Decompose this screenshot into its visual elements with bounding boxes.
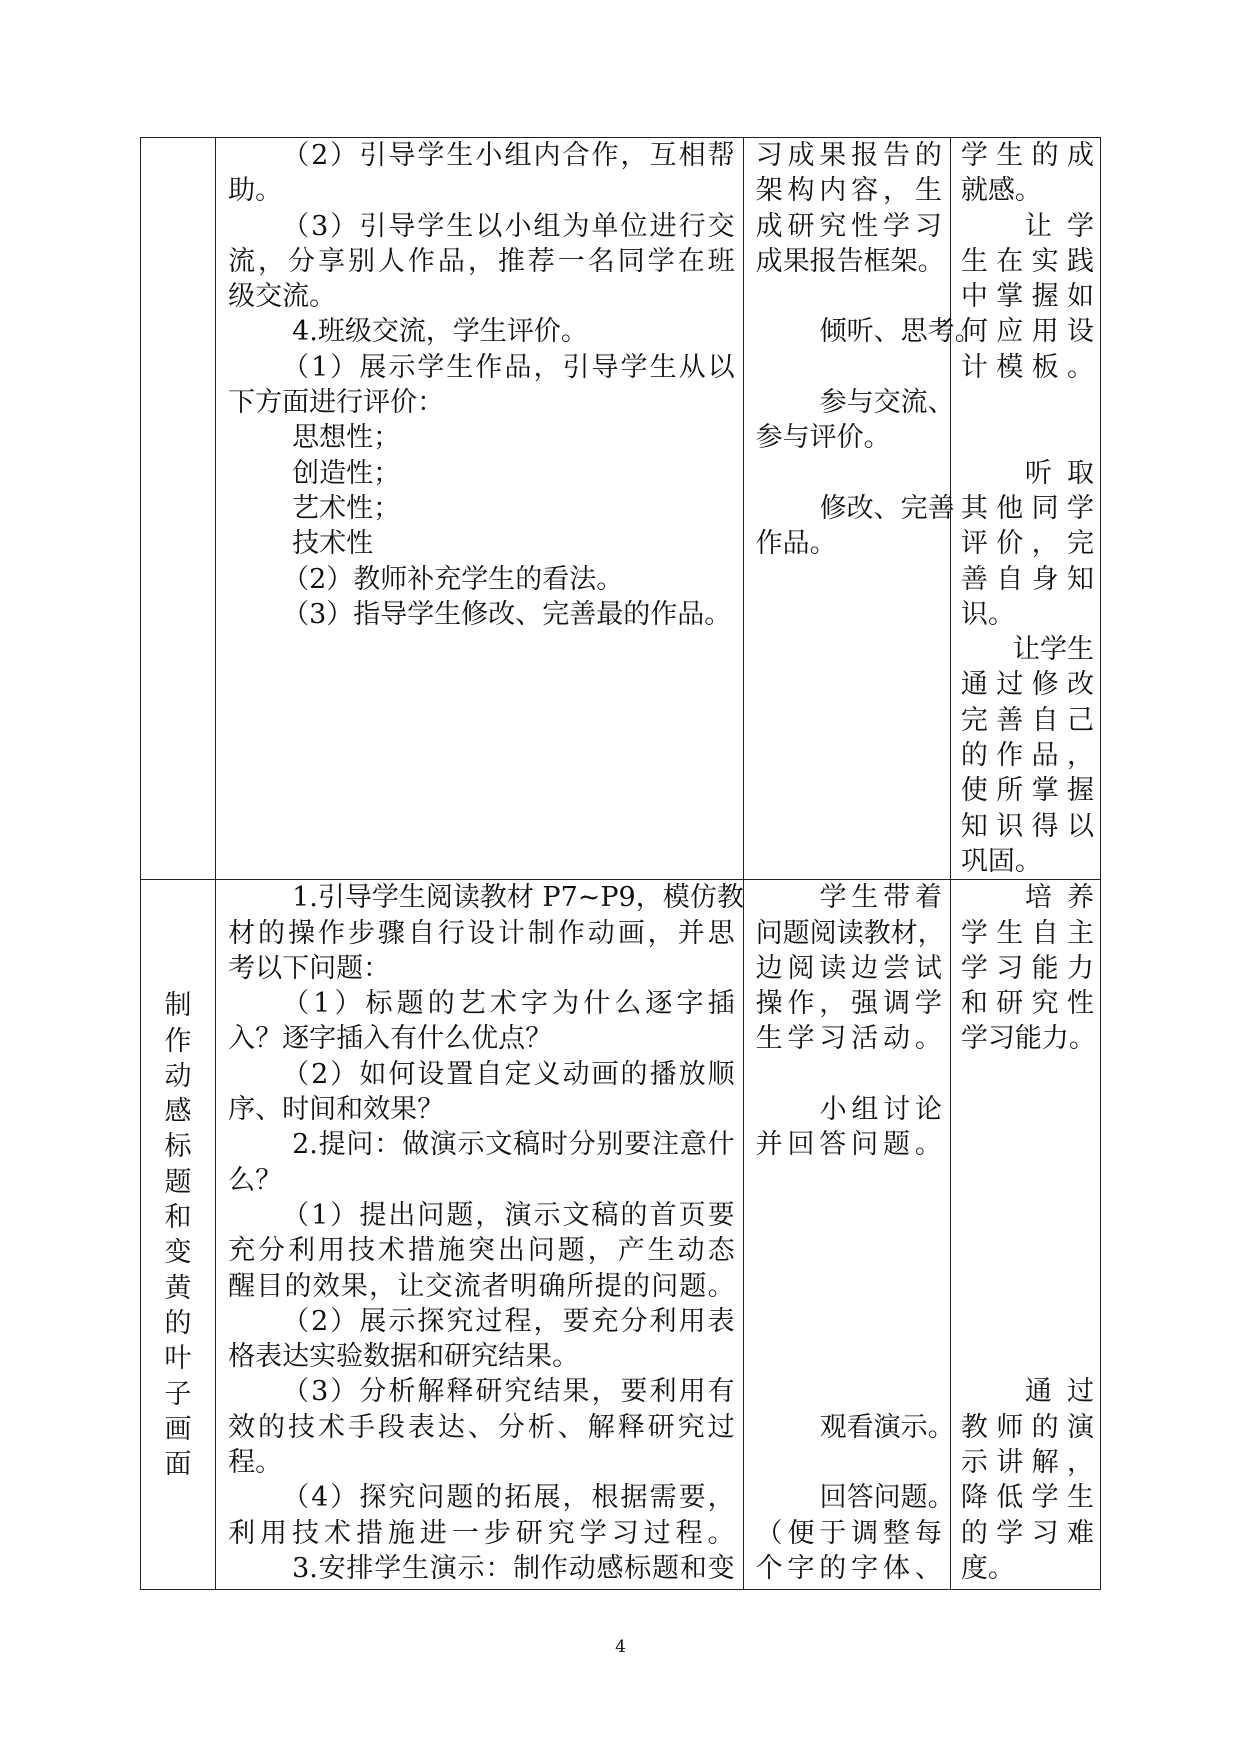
text-line bbox=[961, 1092, 1094, 1127]
text-line: 巩固。 bbox=[960, 845, 1042, 877]
text-line: 学生带着 bbox=[819, 882, 942, 914]
text-line bbox=[756, 1269, 942, 1304]
text-line: （2）如何设置自定义动画的播放顺 bbox=[282, 1058, 735, 1090]
lesson-plan-table bbox=[140, 137, 1101, 1590]
text-line: 中掌握如 bbox=[960, 281, 1094, 313]
text-line: 度。 bbox=[960, 1552, 1015, 1584]
teacher-activity-cell bbox=[216, 880, 744, 1590]
text-line: 3.安排学生演示：制作动感标题和变 bbox=[292, 1552, 735, 1584]
text-line: （1）标题的艺术字为什么逐字插 bbox=[282, 988, 735, 1020]
text-line: 生学习活动。 bbox=[755, 1023, 942, 1055]
text-line bbox=[756, 1057, 942, 1092]
text-line: （2）教师补充学生的看法。 bbox=[282, 563, 624, 595]
text-line: 评价，完 bbox=[960, 528, 1094, 560]
text-line: 入？逐字插入有什么优点？ bbox=[228, 1023, 553, 1055]
text-line: 4.班级交流，学生评价。 bbox=[292, 316, 588, 348]
text-line: 创造性； bbox=[292, 457, 401, 489]
text-line: 知识得以 bbox=[960, 810, 1094, 842]
section-label-char: 的 bbox=[164, 1307, 192, 1339]
section-label-char: 画 bbox=[164, 1413, 192, 1445]
text-line: 2.提问：做演示文稿时分别要注意什 bbox=[292, 1129, 735, 1161]
text-line: 倾听、思考。 bbox=[819, 316, 982, 348]
text-line bbox=[756, 1233, 942, 1268]
text-line bbox=[961, 1304, 1094, 1339]
text-line: 架构内容，生 bbox=[755, 175, 942, 207]
table-row bbox=[141, 138, 1101, 880]
text-line: 格表达实验数据和研究结果。 bbox=[228, 1341, 580, 1373]
text-line: （便于调整每 bbox=[755, 1517, 942, 1549]
section-label-char: 标 bbox=[164, 1131, 192, 1163]
text-line bbox=[961, 1163, 1094, 1198]
design-intent-cell bbox=[950, 880, 1100, 1590]
text-line: 材的操作步骤自行设计制作动画，并思 bbox=[228, 917, 735, 949]
text-line bbox=[961, 1339, 1094, 1374]
section-label-char: 动 bbox=[164, 1060, 192, 1092]
text-line: 利用技术措施进一步研究学习过程。 bbox=[228, 1517, 735, 1549]
section-label-char: 作 bbox=[164, 1025, 192, 1057]
text-line: 完善自己 bbox=[960, 704, 1094, 736]
text-line bbox=[961, 1057, 1094, 1092]
text-line bbox=[961, 420, 1094, 455]
text-line: 计模板。 bbox=[960, 351, 1094, 383]
design-intent-cell bbox=[950, 138, 1100, 880]
section-label-cell bbox=[141, 880, 216, 1590]
text-line: 参与评价。 bbox=[755, 422, 891, 454]
student-activity-cell bbox=[743, 138, 982, 880]
text-line: 成果报告框架。 bbox=[755, 245, 945, 277]
text-line: 其他同学 bbox=[960, 492, 1094, 524]
text-line bbox=[756, 456, 942, 491]
text-line: 的学习难 bbox=[960, 1517, 1094, 1549]
text-line: 修改、完善 bbox=[819, 492, 955, 524]
text-line: 艺术性； bbox=[292, 492, 401, 524]
text-line bbox=[756, 1445, 942, 1480]
text-line: 的作品， bbox=[960, 740, 1094, 772]
text-line: 技术性 bbox=[292, 528, 374, 560]
page-number: 4 bbox=[615, 1637, 626, 1657]
text-line bbox=[756, 1339, 942, 1374]
text-line: 学生的成 bbox=[960, 140, 1094, 171]
text-line: 边阅读边尝试 bbox=[755, 952, 942, 984]
text-line: 程。 bbox=[228, 1446, 283, 1478]
text-line: 小组讨论 bbox=[819, 1094, 942, 1126]
text-line: 问题阅读教材， bbox=[755, 917, 945, 949]
text-line: 示讲解， bbox=[960, 1446, 1094, 1478]
text-line: 效的技术手段表达、分析、解释研究过 bbox=[228, 1411, 735, 1443]
text-line: 生在实践 bbox=[960, 245, 1094, 277]
text-line: 级交流。 bbox=[228, 281, 337, 313]
text-line: （2）引导学生小组内合作，互相帮 bbox=[282, 140, 735, 171]
text-line: 并回答问题。 bbox=[755, 1129, 942, 1161]
text-line: （4）探究问题的拓展，根据需要， bbox=[282, 1482, 735, 1514]
text-line: （2）展示探究过程，要充分利用表 bbox=[282, 1305, 735, 1337]
text-line bbox=[961, 1127, 1094, 1162]
text-line: （3）分析解释研究结果，要利用有 bbox=[282, 1376, 735, 1408]
text-line: （3）引导学生以小组为单位进行交 bbox=[282, 210, 735, 242]
text-line: 学习能力 bbox=[960, 952, 1094, 984]
text-line: （1）提出问题，演示文稿的首页要 bbox=[282, 1199, 735, 1231]
text-line bbox=[756, 1374, 942, 1409]
text-line: 观看演示。 bbox=[819, 1411, 955, 1443]
text-line: 教师的演 bbox=[960, 1411, 1094, 1443]
section-label-char: 黄 bbox=[164, 1272, 192, 1304]
text-line: 和研究性 bbox=[960, 988, 1094, 1020]
text-line: 就感。 bbox=[960, 175, 1042, 207]
text-line bbox=[756, 1304, 942, 1339]
section-label-char: 变 bbox=[164, 1237, 192, 1269]
text-line: 让学生 bbox=[1013, 634, 1094, 666]
section-label-char: 题 bbox=[164, 1166, 192, 1198]
text-line: 参与交流、 bbox=[819, 387, 955, 419]
text-line bbox=[961, 1233, 1094, 1268]
text-line: 序、时间和效果？ bbox=[228, 1094, 445, 1126]
section-label-char: 感 bbox=[164, 1096, 192, 1128]
section-label-char: 制 bbox=[164, 990, 192, 1022]
text-line bbox=[961, 1198, 1094, 1233]
section-label-char: 叶 bbox=[164, 1343, 192, 1375]
text-line: 识。 bbox=[960, 598, 1015, 630]
text-line bbox=[961, 385, 1094, 420]
text-line: 么？ bbox=[228, 1164, 283, 1196]
text-line: 操作，强调学 bbox=[755, 988, 942, 1020]
text-line: 个字的字体、 bbox=[755, 1552, 942, 1584]
text-line: 让 学 bbox=[1024, 210, 1094, 242]
text-line: 通过修改 bbox=[960, 669, 1094, 701]
text-line: 作品。 bbox=[755, 528, 837, 560]
text-line: 回答问题。 bbox=[819, 1482, 955, 1514]
text-line: 下方面进行评价： bbox=[228, 387, 445, 419]
section-label-char: 和 bbox=[164, 1202, 192, 1234]
text-line: 通 过 bbox=[1024, 1376, 1094, 1408]
teacher-activity-cell bbox=[216, 138, 744, 880]
text-line: （1）展示学生作品，引导学生从以 bbox=[282, 351, 735, 383]
student-activity-cell bbox=[743, 880, 955, 1590]
text-line: 降低学生 bbox=[960, 1482, 1094, 1514]
text-line: 充分利用技术措施突出问题，产生动态 bbox=[228, 1235, 735, 1267]
text-line: 思想性； bbox=[292, 422, 401, 454]
text-line: 流，分享别人作品，推荐一名同学在班 bbox=[228, 245, 735, 277]
text-line bbox=[961, 1269, 1094, 1304]
section-label-cell bbox=[141, 138, 216, 880]
text-line: 听 取 bbox=[1024, 457, 1094, 489]
text-line: 学生自主 bbox=[960, 917, 1094, 949]
text-line: 何应用设 bbox=[960, 316, 1094, 348]
section-label-char: 子 bbox=[164, 1378, 192, 1410]
text-line bbox=[756, 1198, 942, 1233]
text-line bbox=[756, 279, 942, 314]
table-row bbox=[141, 880, 1101, 1590]
text-line: 成研究性学习 bbox=[755, 210, 942, 242]
text-line: 助。 bbox=[228, 175, 283, 207]
section-label-char: 面 bbox=[164, 1449, 192, 1481]
text-line bbox=[756, 1163, 942, 1198]
text-line: 考以下问题： bbox=[228, 952, 391, 984]
text-line: 善自身知 bbox=[960, 563, 1094, 595]
text-line: 习成果报告的 bbox=[755, 140, 942, 171]
text-line bbox=[756, 350, 942, 385]
text-line: 1.引导学生阅读教材 P7~P9，模仿教 bbox=[292, 882, 744, 914]
text-line: 使所掌握 bbox=[960, 775, 1094, 807]
text-line: 醒目的效果，让交流者明确所提的问题。 bbox=[228, 1270, 735, 1302]
text-line: 学习能力。 bbox=[960, 1023, 1096, 1055]
text-line: （3）指导学生修改、完善最的作品。 bbox=[282, 598, 732, 630]
text-line: 培 养 bbox=[1024, 882, 1094, 914]
